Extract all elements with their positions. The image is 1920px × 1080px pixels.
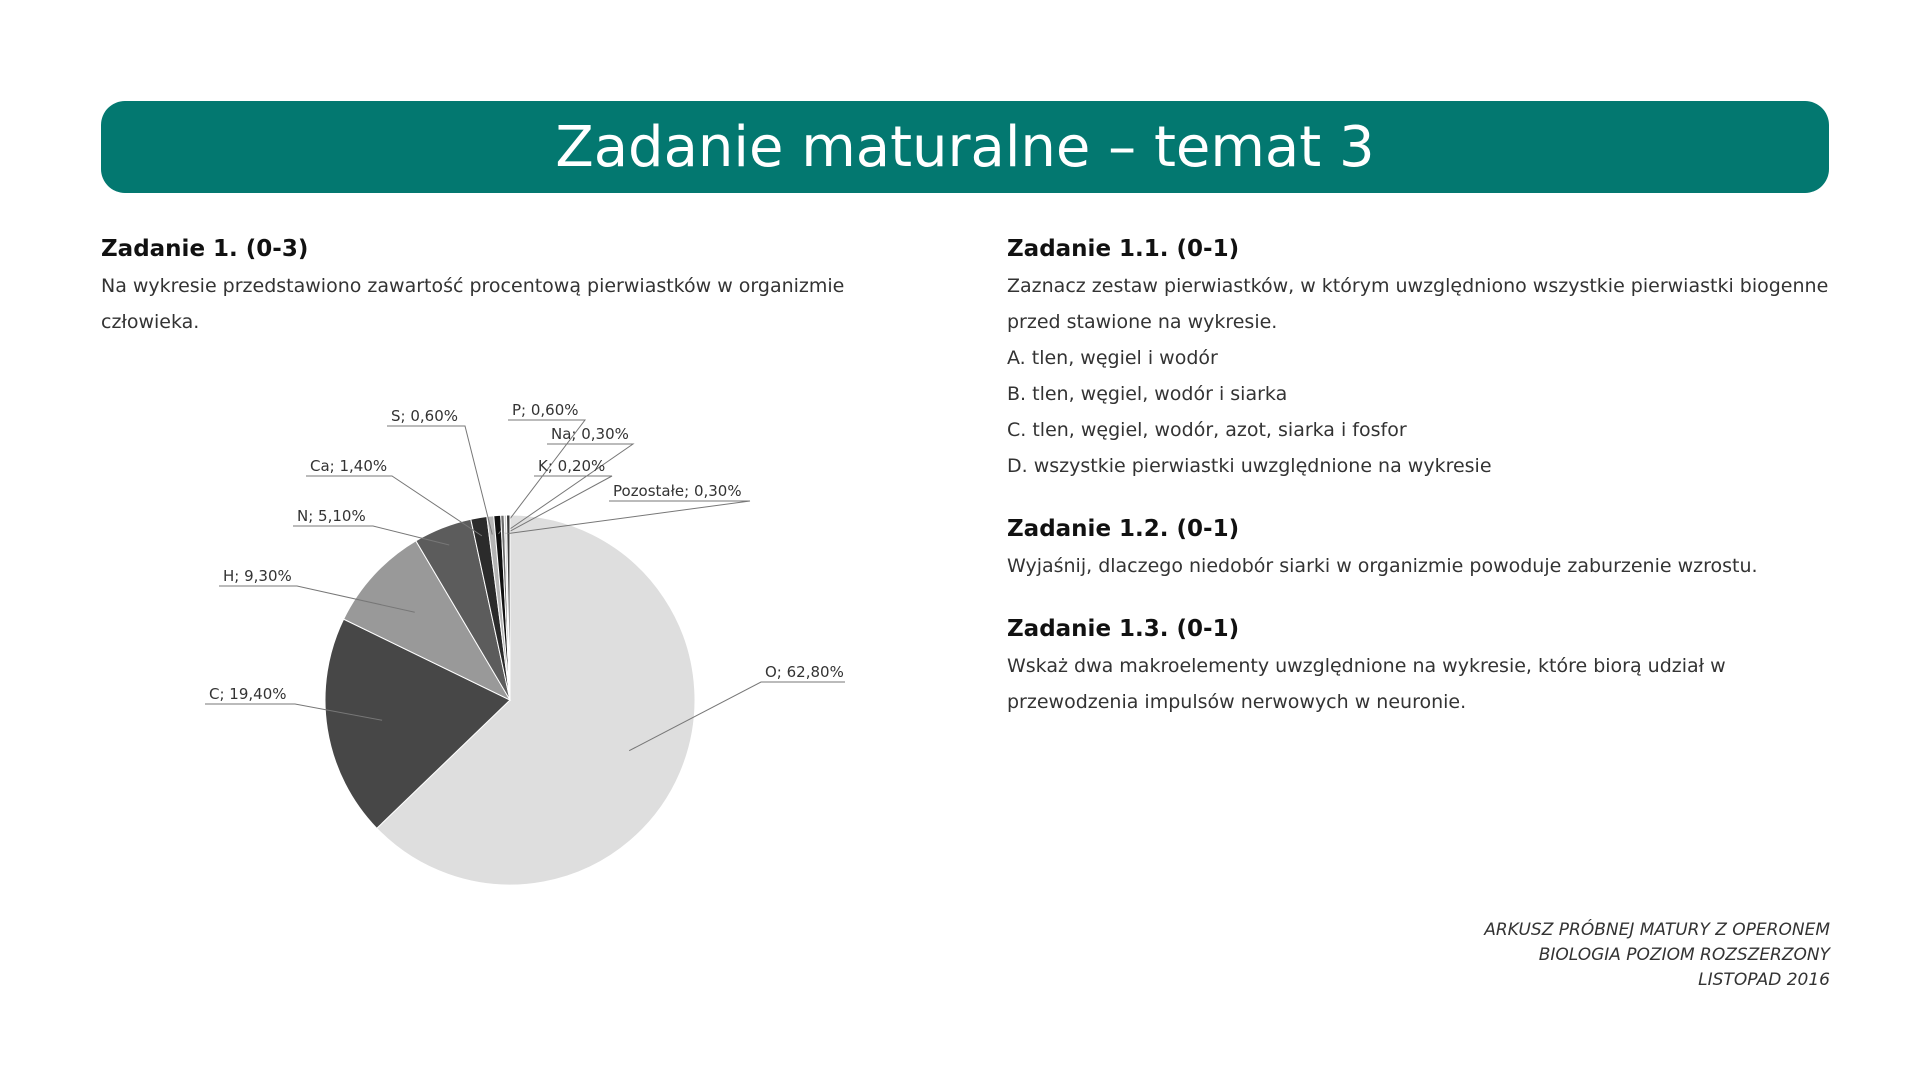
pie-slice-s bbox=[487, 516, 510, 700]
data-label-h: H; 9,30% bbox=[223, 567, 292, 585]
option-d[interactable]: D. wszystkie pierwiastki uwzględnione na wykresie bbox=[1007, 455, 1492, 477]
data-label-p: P; 0,60% bbox=[512, 401, 579, 419]
footer-line-1: ARKUSZ PRÓBNEJ MATURY Z OPERONEM bbox=[1484, 920, 1830, 940]
task-1-title: Zadanie 1. (0-3) bbox=[101, 236, 309, 262]
data-label-c: C; 19,40% bbox=[209, 685, 287, 703]
task-1-description: Na wykresie przedstawiono zawartość procentową pierwiastków w organizmie człowieka. bbox=[101, 275, 845, 333]
pie-slice-k bbox=[504, 515, 510, 700]
leader-line-h bbox=[219, 586, 415, 612]
data-label-n: N; 5,10% bbox=[297, 507, 366, 525]
answer-options bbox=[1007, 340, 1847, 484]
footer-source bbox=[1484, 918, 1830, 993]
page-title: Zadanie maturalne – temat 3 bbox=[555, 114, 1375, 180]
subtasks-section bbox=[1007, 236, 1847, 752]
option-b[interactable]: B. tlen, węgiel, wodór i siarka bbox=[1007, 383, 1288, 405]
footer-line-3: LISTOPAD 2016 bbox=[1698, 970, 1830, 990]
pie-slice-ca bbox=[471, 516, 510, 700]
task-1-1-question: Zaznacz zestaw pierwiastków, w którym uwzględniono wszystkie pierwiastki biogenne przed stawione na wykresie. bbox=[1007, 275, 1829, 333]
data-label-na: Na; 0,30% bbox=[551, 425, 629, 443]
task-1-2 bbox=[1007, 516, 1847, 584]
option-a[interactable]: A. tlen, węgiel i wodór bbox=[1007, 347, 1218, 369]
pie-slice-p bbox=[494, 515, 510, 700]
data-label-ca: Ca; 1,40% bbox=[310, 457, 388, 475]
task-1-1-title: Zadanie 1.1. (0-1) bbox=[1007, 236, 1240, 262]
task-1-2-title: Zadanie 1.2. (0-1) bbox=[1007, 516, 1240, 542]
task-1-2-question: Wyjaśnij, dlaczego niedobór siarki w organizmie powoduje zaburzenie wzrostu. bbox=[1007, 555, 1758, 577]
data-label-k: K; 0,20% bbox=[538, 457, 606, 475]
pie-slice-h bbox=[344, 541, 510, 700]
leader-line-n bbox=[293, 526, 449, 545]
task-1-3-title: Zadanie 1.3. (0-1) bbox=[1007, 616, 1240, 642]
data-label-o: O; 62,80% bbox=[765, 663, 844, 681]
leader-line-pozostałe bbox=[508, 501, 750, 534]
footer-line-2: BIOLOGIA POZIOM ROZSZERZONY bbox=[1538, 945, 1830, 965]
leader-line-na bbox=[503, 444, 633, 534]
pie-slice-o bbox=[377, 515, 695, 885]
leader-line-k bbox=[506, 476, 612, 534]
title-banner bbox=[101, 101, 1829, 193]
task-1-1 bbox=[1007, 236, 1847, 484]
leader-line-ca bbox=[306, 476, 482, 536]
pie-slice-na bbox=[501, 515, 510, 700]
task-1-section bbox=[101, 236, 881, 340]
pie-slice-pozostałe bbox=[507, 515, 510, 700]
task-1-3 bbox=[1007, 616, 1847, 720]
leader-line-o bbox=[629, 682, 845, 751]
pie-slice-n bbox=[416, 519, 510, 700]
data-label-pozostałe: Pozostałe; 0,30% bbox=[613, 482, 742, 500]
leader-line-c bbox=[205, 704, 382, 720]
option-c[interactable]: C. tlen, węgiel, wodór, azot, siarka i fosfor bbox=[1007, 419, 1407, 441]
data-label-s: S; 0,60% bbox=[391, 407, 458, 425]
leader-line-s bbox=[387, 426, 492, 534]
task-1-3-question: Wskaż dwa makroelementy uwzględnione na wykresie, które biorą udział w przewodzenia impulsów nerwowych w neuronie. bbox=[1007, 655, 1726, 713]
leader-line-p bbox=[499, 420, 585, 534]
pie-slice-c bbox=[325, 619, 510, 828]
